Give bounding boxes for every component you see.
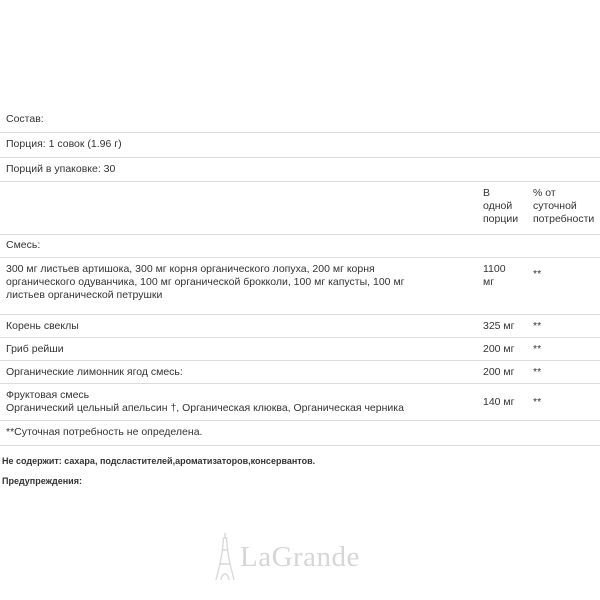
watermark [214, 532, 394, 582]
ingredient-name: Органические лимонник ягод смесь: [6, 366, 183, 378]
serving-size: Порция: 1 совок (1.96 г) [6, 138, 122, 150]
amount-column-header: В одной порции [483, 187, 519, 225]
ingredient-daily-value: ** [533, 320, 542, 332]
table-row [0, 384, 600, 421]
watermark-brand: LaGrande [240, 541, 360, 573]
ingredient-name: Гриб рейши [6, 343, 64, 355]
warnings-heading: Предупреждения: [2, 476, 82, 486]
ingredient-daily-value: ** [533, 343, 542, 355]
table-row [0, 235, 600, 258]
ingredient-name: 300 мг листьев артишока, 300 мг корня органического лопуха, 200 мг корня органического одуванчика, 100 мг органической брокколи, 100 мг капусты, 100 мг листьев органической петрушки [6, 263, 405, 301]
servings-per-container: Порций в упаковке: 30 [6, 163, 116, 175]
table-row [0, 361, 600, 384]
composition-label: Состав: [6, 113, 44, 125]
eiffel-tower-icon [214, 532, 236, 582]
ingredient-daily-value: ** [533, 366, 542, 378]
ingredient-amount: 140 мг [483, 396, 515, 408]
footnote: **Суточная потребность не определена. [6, 426, 203, 438]
ingredient-amount: 200 мг [483, 343, 515, 355]
ingredient-daily-value: ** [533, 396, 542, 408]
ingredient-name: Смесь: [6, 239, 41, 251]
table-row [0, 315, 600, 338]
daily-value-column-header: % от суточной потребности [533, 187, 595, 225]
serving-size-row [0, 133, 600, 158]
table-row [0, 258, 600, 315]
ingredient-amount: 1100 мг [483, 263, 506, 288]
ingredient-name: Фруктовая смесь Органический цельный апельсин †, Органическая клюква, Органическая черника [6, 389, 404, 414]
footnote-row [0, 421, 600, 446]
ingredient-name: Корень свеклы [6, 320, 79, 332]
servings-per-container-row [0, 158, 600, 182]
table-row [0, 338, 600, 361]
composition-row [0, 108, 600, 133]
not-contains-note: Не содержит: сахара, подсластителей,ароматизаторов,консервантов. [2, 456, 316, 466]
table-header-row [0, 182, 600, 235]
supplement-facts-table [0, 108, 600, 446]
ingredient-amount: 200 мг [483, 366, 515, 378]
ingredient-amount: 325 мг [483, 320, 515, 332]
ingredient-daily-value: ** [533, 268, 542, 280]
